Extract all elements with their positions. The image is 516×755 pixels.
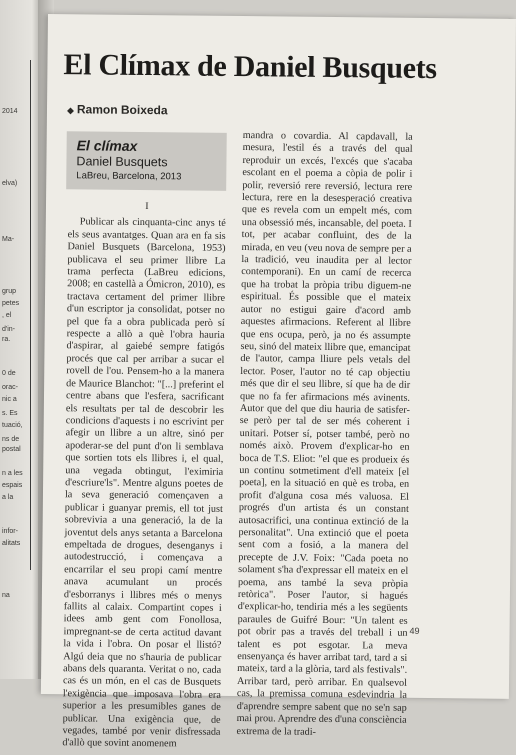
- facing-page-fragment: 2014: [2, 108, 18, 115]
- diamond-icon: ◆: [66, 105, 74, 116]
- facing-page-fragment: a la: [2, 494, 14, 501]
- facing-page-fragment: espais: [2, 482, 23, 489]
- facing-page-fragment: n a les: [2, 470, 23, 477]
- article-title: El Clímax de Daniel Busquets: [63, 48, 437, 86]
- facing-page-fragment: Ma-: [2, 236, 15, 243]
- paragraph: mandra o covardia. Al capdavall, la mesura, l'estil és a través del qual reproduir un excés, l'excés que s'acaba escolant en el poema a còpia de polir i polir, reversió rere reversió, lectura rere lectura, rere en la desesperació creativa que es revela com un empelt més, com una obsessió més, incansable, del poeta. I tot, per acabar confluint, des de la mirada, en veu (veu nova de sempre per a la tradició, veu inaudita per al lector contemporani). En un camí de recerca que ha trobat la pròpia tribu diguem-ne espiritual. És possible que el mateix autor no estigui gaire d'acord amb aquestes afirmacions. Referent al llibre que ens ocupa, però, ja no és assumpte seu, sinó del mateix llibre que, emancipat de l'autor, campa lliure pels vetals del lector. Poser, l'autor no té cap objectiu més que dir el seu llibre, sí que ha de dir que no fa fer afirmacions més avinents. Autor que del que diu hauria de satisfer-se però per tal de ser més coherent i unitari. Potser sí, potser també, però no només això. Provem d'explicar-ho en boca de T.S. Eliot: "el que es produeix és un continu sotmetiment d'ell mateix [el poeta], en la situació en què es troba, en profit d'alguna cosa més valuosa. El progrés d'un artista és un constant autosacrifici, una continua extinció de la personalitat". Una extinció que el poeta sent com a fosió, a la manera del precepte de J.V. Foix: "Cada poeta no solament s'ha d'expressar ell mateix en el poema, ans també la seva pròpia retòrica". Poser l'autor, si hagués d'explicar-ho, tendiria més a les següents paraules de Guifré Bour: "Un talent es pot obrir pas a través del treball i un talent es pot esgotar. La meva ensenyança és haver arribat tard, tard a si mateix, tard a la glòria, tard als festivals". Arribar tard, però arribar. En qualsevol cas, la premissa comuna esdevindria la d'aprendre sempre sabent que no se'n sap mai prou. Aprendre des d'una consciència extrema de la tradi-: [236, 130, 413, 738]
- facing-page-fragment: d'in-: [2, 326, 16, 333]
- column-right-body: [236, 130, 413, 738]
- author-name: Ramon Boixeda: [76, 102, 168, 118]
- book-title: El clímax: [76, 137, 138, 154]
- facing-page-fragment: na: [2, 592, 10, 599]
- facing-page-fragment: orac-: [2, 384, 18, 391]
- page-number: 49: [409, 625, 420, 636]
- facing-page-fragment: alitats: [2, 540, 21, 547]
- facing-page-fragment: postal: [2, 446, 21, 453]
- facing-page-fragment: s. Es: [2, 410, 18, 417]
- book-info-box: [66, 131, 227, 191]
- column-left-body: [62, 216, 226, 750]
- facing-page-fragment: infor-: [2, 528, 18, 535]
- facing-page-fragment: petes: [2, 300, 20, 307]
- facing-page-fragment: elva): [2, 180, 18, 187]
- paragraph: Publicar als cinquanta-cinc anys té els seus avantatges. Quan ara en fa sis Daniel Busquets (Barcelona, 1953) publicava el seu primer llibre La trama perfecta (LaBreu edicions, 2008; en castellà a Ómicron, 2010), es tractava certament del primer llibre d'un escriptor ja consolidat, potser no pel que fa a obra publicada però sí respecte a allò a què l'obra hauria d'aspirar, al gaiebé sempre fatigós procés que cal per arribar a sucar el rovell de l'ou. Pensem-ho a la manera de Maurice Blanchot: "[...] preferint el centre abans que l'esfera, sacrificant els resultats per tal de descobrir les condicions d'aquests i no escrivint per afegir un llibre a un altre, sinó per apoderar-se del punt d'on li semblava que sortien tots els llibres i, el qual, una vegada obtingut, l'eximiria d'escriure'ls". Mentre alguns poetes de la seva generació començaven a publicar i guanyar premis, ell tot just sobrevivia a una generació, la de la joventut dels anys setanta a Barcelona empeltada de drogues, desenganys i autodestrucció, i començava a encarrilar el seu propi camí mentre anava acumulant un procés d'esborranys i llibres més o menys fallits al calaix. Compartint copes i idees amb gent com Fonollosa, impregnant-se de certa actitud davant la vida i l'obra. On posar el llistó? Algú deia que no s'hauria de publicar abans dels quaranta. Veritat o no, cada cas és un món, en el cas de Busquets l'exigència que imposava l'obra era superior a les presumibles ganes de publicar. Una exigència que, de vegades, també por venir disfressada d'allò que sovint anomenem: [62, 216, 226, 750]
- facing-page-fragment: grup: [2, 288, 17, 295]
- text-column-right: [236, 130, 413, 738]
- facing-page: [0, 0, 40, 679]
- article-page: [41, 14, 516, 750]
- column-rule: [30, 60, 31, 570]
- article-author: [67, 102, 168, 117]
- section-number: I: [145, 201, 149, 213]
- facing-page-fragment: tuació,: [2, 422, 23, 429]
- facing-page-fragment: , el: [2, 312, 12, 319]
- book-author: Daniel Busquets: [76, 154, 168, 170]
- facing-page-fragment: ns de: [2, 436, 20, 443]
- text-column-left: [62, 200, 226, 750]
- book-publisher: LaBreu, Barcelona, 2013: [76, 170, 182, 183]
- facing-page-fragment: 0 de: [2, 370, 16, 377]
- facing-page-fragment: nic a: [2, 396, 17, 403]
- facing-page-fragment: ra.: [2, 336, 11, 343]
